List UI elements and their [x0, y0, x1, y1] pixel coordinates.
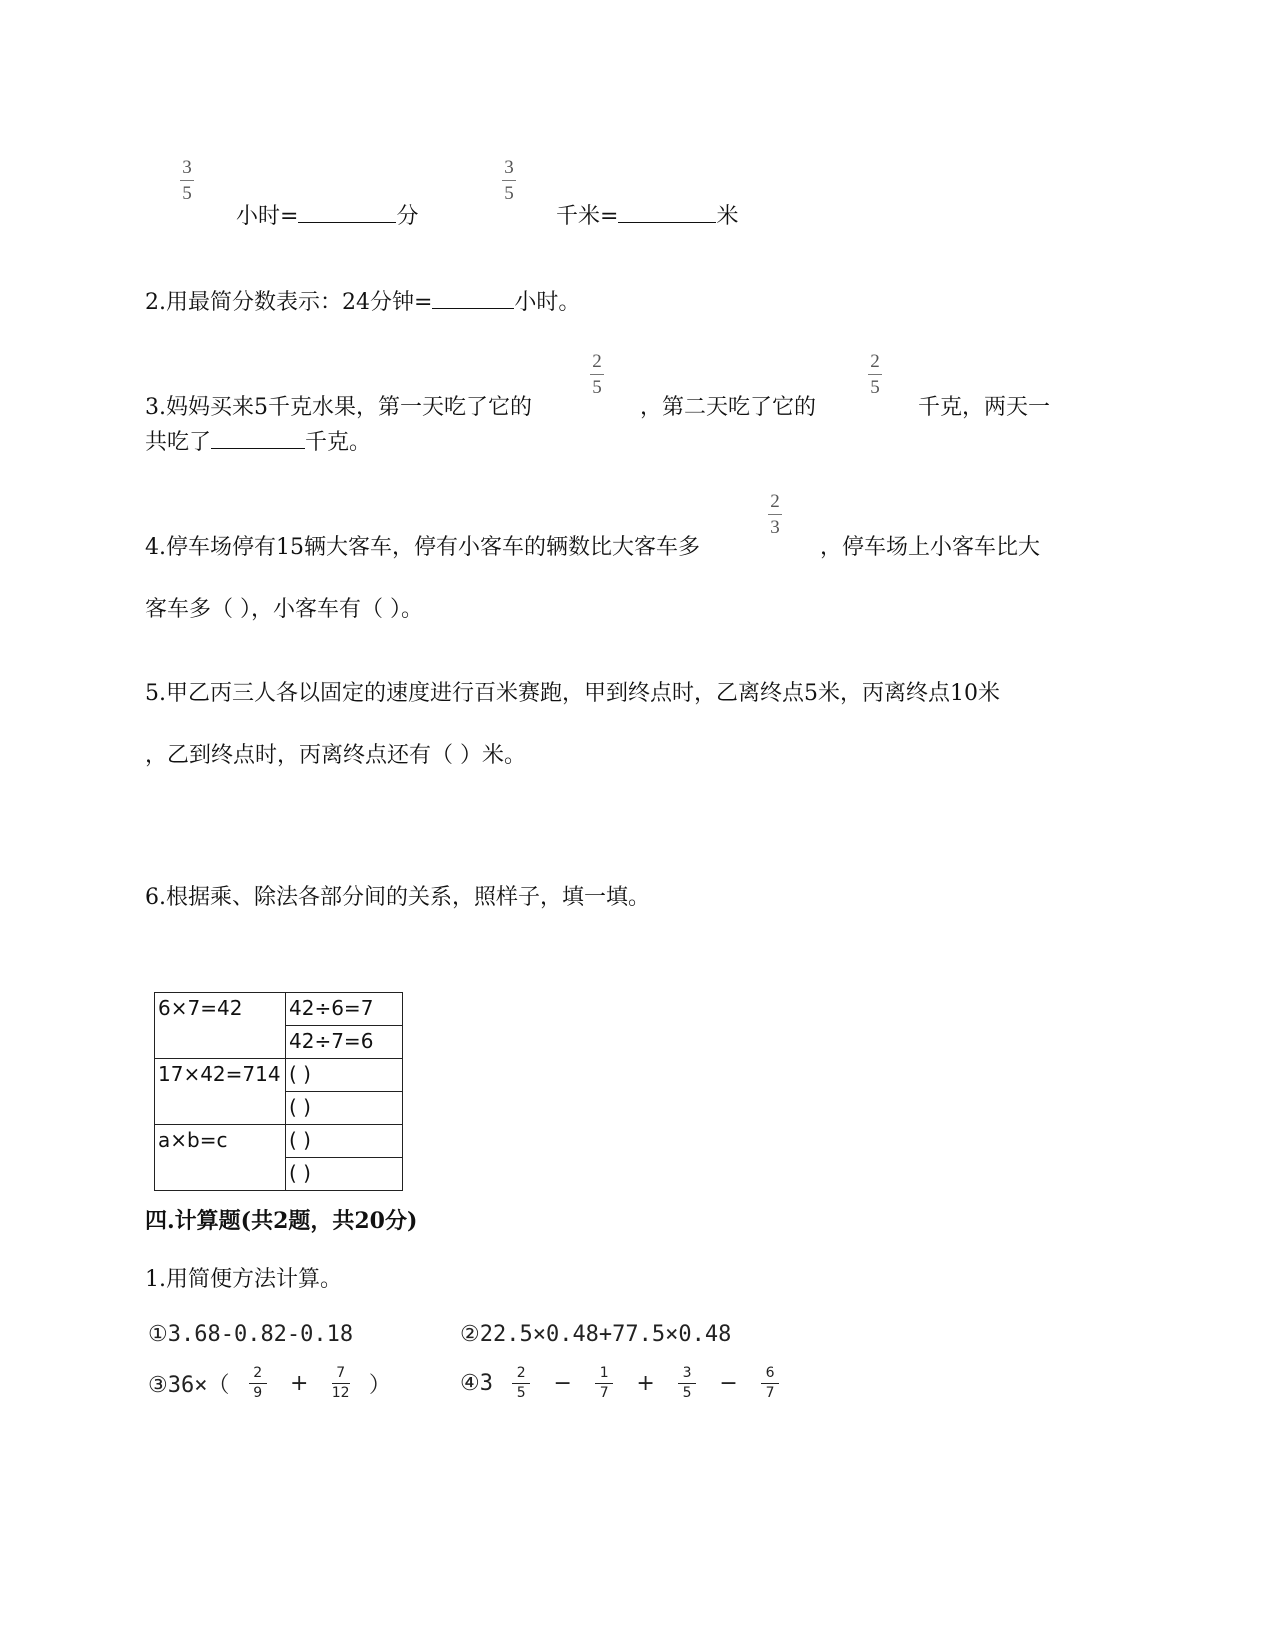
calc-item-2: ②22.5×0.48+77.5×0.48 — [460, 1322, 732, 1347]
plus-sign: + — [636, 1371, 655, 1396]
fraction-denominator: 5 — [870, 377, 880, 398]
fraction-1-7 — [595, 1366, 613, 1401]
fraction-3-5-hour — [180, 158, 194, 204]
fraction-3-5-km — [502, 158, 516, 204]
question-3-line-1b: ，第二天吃了它的 — [640, 395, 817, 420]
fraction-bar — [678, 1383, 696, 1384]
calc-item-3 — [148, 1366, 391, 1401]
table-row — [155, 1059, 403, 1092]
table-cell-equation: 17×42=714 — [155, 1059, 286, 1125]
fraction-bar — [868, 374, 882, 375]
fraction-denominator: 5 — [516, 1385, 526, 1401]
fraction-numerator: 3 — [182, 157, 192, 178]
table-cell-equation: a×b=c — [155, 1125, 286, 1191]
fraction-numerator: 6 — [765, 1365, 775, 1381]
fraction-numerator: 2 — [253, 1365, 263, 1381]
calc-item-4-prefix: ④3 — [460, 1371, 493, 1396]
question-6-title: 6.根据乘、除法各部分间的关系，照样子，填一填。 — [145, 885, 650, 910]
fraction-denominator: 7 — [599, 1385, 609, 1401]
fraction-denominator: 5 — [592, 377, 602, 398]
fraction-2-5 — [512, 1366, 530, 1401]
fraction-bar — [768, 514, 782, 515]
fraction-2-3 — [768, 492, 782, 538]
fraction-numerator: 2 — [870, 351, 880, 372]
question-3-line-1a: 3.妈妈买来5千克水果，第一天吃了它的 — [145, 395, 532, 420]
answer-blank[interactable] — [298, 200, 396, 223]
question-3-line-1c: 千克，两天一 — [918, 395, 1051, 420]
minus-sign: − — [719, 1371, 738, 1396]
question-3-line-2 — [145, 426, 371, 457]
table-cell-equation: 6×7=42 — [155, 993, 286, 1059]
fraction-2-9 — [249, 1366, 267, 1401]
fraction-numerator: 2 — [592, 351, 602, 372]
section-heading: 四.计算题(共2题，共20分) — [145, 1208, 418, 1234]
fraction-denominator: 5 — [504, 183, 514, 204]
question-4-line-1b: ，停车场上小客车比大 — [820, 535, 1041, 560]
fraction-bar — [502, 180, 516, 181]
table-cell-derived: 42÷7=6 — [286, 1026, 403, 1059]
fraction-denominator: 5 — [182, 183, 192, 204]
question-5-line-1: 5.甲乙丙三人各以固定的速度进行百米赛跑，甲到终点时，乙离终点5米，丙离终点10米 — [145, 681, 1000, 706]
fraction-denominator: 5 — [682, 1385, 692, 1401]
minus-sign: − — [553, 1371, 572, 1396]
table-cell-answer[interactable]: ( ) — [286, 1125, 403, 1158]
q1-meter-unit: 米 — [716, 204, 739, 229]
calc-question-1-title: 1.用简便方法计算。 — [145, 1267, 342, 1292]
table-cell-answer[interactable]: ( ) — [286, 1092, 403, 1125]
calc-item-4 — [460, 1366, 785, 1401]
question-5-line-2: ，乙到终点时，丙离终点还有（ ）米。 — [145, 743, 526, 768]
question-2 — [145, 286, 580, 317]
fraction-bar — [590, 374, 604, 375]
question-4-line-1a: 4.停车场停有15辆大客车，停有小客车的辆数比大客车多 — [145, 535, 700, 560]
table-row — [155, 993, 403, 1026]
question-4-line-2: 客车多（ ），小客车有（ ）。 — [145, 597, 423, 622]
table-cell-answer[interactable]: ( ) — [286, 1059, 403, 1092]
fraction-bar — [332, 1383, 350, 1384]
fraction-numerator: 1 — [599, 1365, 609, 1381]
fraction-bar — [512, 1383, 530, 1384]
q1-hour-label: 小时= — [236, 204, 299, 229]
fraction-numerator: 3 — [504, 157, 514, 178]
fraction-numerator: 2 — [516, 1365, 526, 1381]
fraction-2-5-day2 — [868, 352, 882, 398]
fraction-numerator: 7 — [336, 1365, 346, 1381]
fraction-7-12 — [332, 1366, 350, 1401]
q2-text: 2.用最简分数表示：24分钟= — [145, 290, 433, 315]
q1-hour-line — [236, 200, 418, 231]
answer-blank[interactable] — [211, 426, 305, 449]
q1-minute-unit: 分 — [396, 204, 419, 229]
fraction-2-5-day1 — [590, 352, 604, 398]
table-row — [155, 1125, 403, 1158]
fraction-3-5 — [678, 1366, 696, 1401]
q1-km-label: 千米= — [556, 204, 619, 229]
table-cell-answer[interactable]: ( ) — [286, 1158, 403, 1191]
q3-line2-prefix: 共吃了 — [145, 430, 212, 455]
table-cell-derived: 42÷6=7 — [286, 993, 403, 1026]
fraction-numerator: 3 — [682, 1365, 692, 1381]
fraction-denominator: 12 — [331, 1385, 350, 1401]
fraction-6-7 — [761, 1366, 779, 1401]
fraction-denominator: 3 — [770, 517, 780, 538]
plus-sign: + — [289, 1371, 309, 1396]
answer-blank[interactable] — [432, 286, 514, 309]
fraction-bar — [180, 180, 194, 181]
fraction-bar — [249, 1383, 267, 1384]
q3-line2-unit: 千克。 — [305, 430, 372, 455]
fraction-denominator: 7 — [765, 1385, 775, 1401]
fraction-numerator: 2 — [770, 491, 780, 512]
q2-unit: 小时。 — [514, 290, 581, 315]
calc-item-3-suffix: ） — [368, 1373, 391, 1398]
answer-blank[interactable] — [618, 200, 716, 223]
fraction-bar — [595, 1383, 613, 1384]
q1-km-line — [556, 200, 738, 231]
fraction-bar — [761, 1383, 779, 1384]
calc-item-1: ①3.68-0.82-0.18 — [148, 1322, 354, 1347]
fraction-denominator: 9 — [253, 1385, 263, 1401]
calc-item-3-prefix: ③36×（ — [148, 1373, 230, 1398]
relation-table — [154, 992, 403, 1191]
